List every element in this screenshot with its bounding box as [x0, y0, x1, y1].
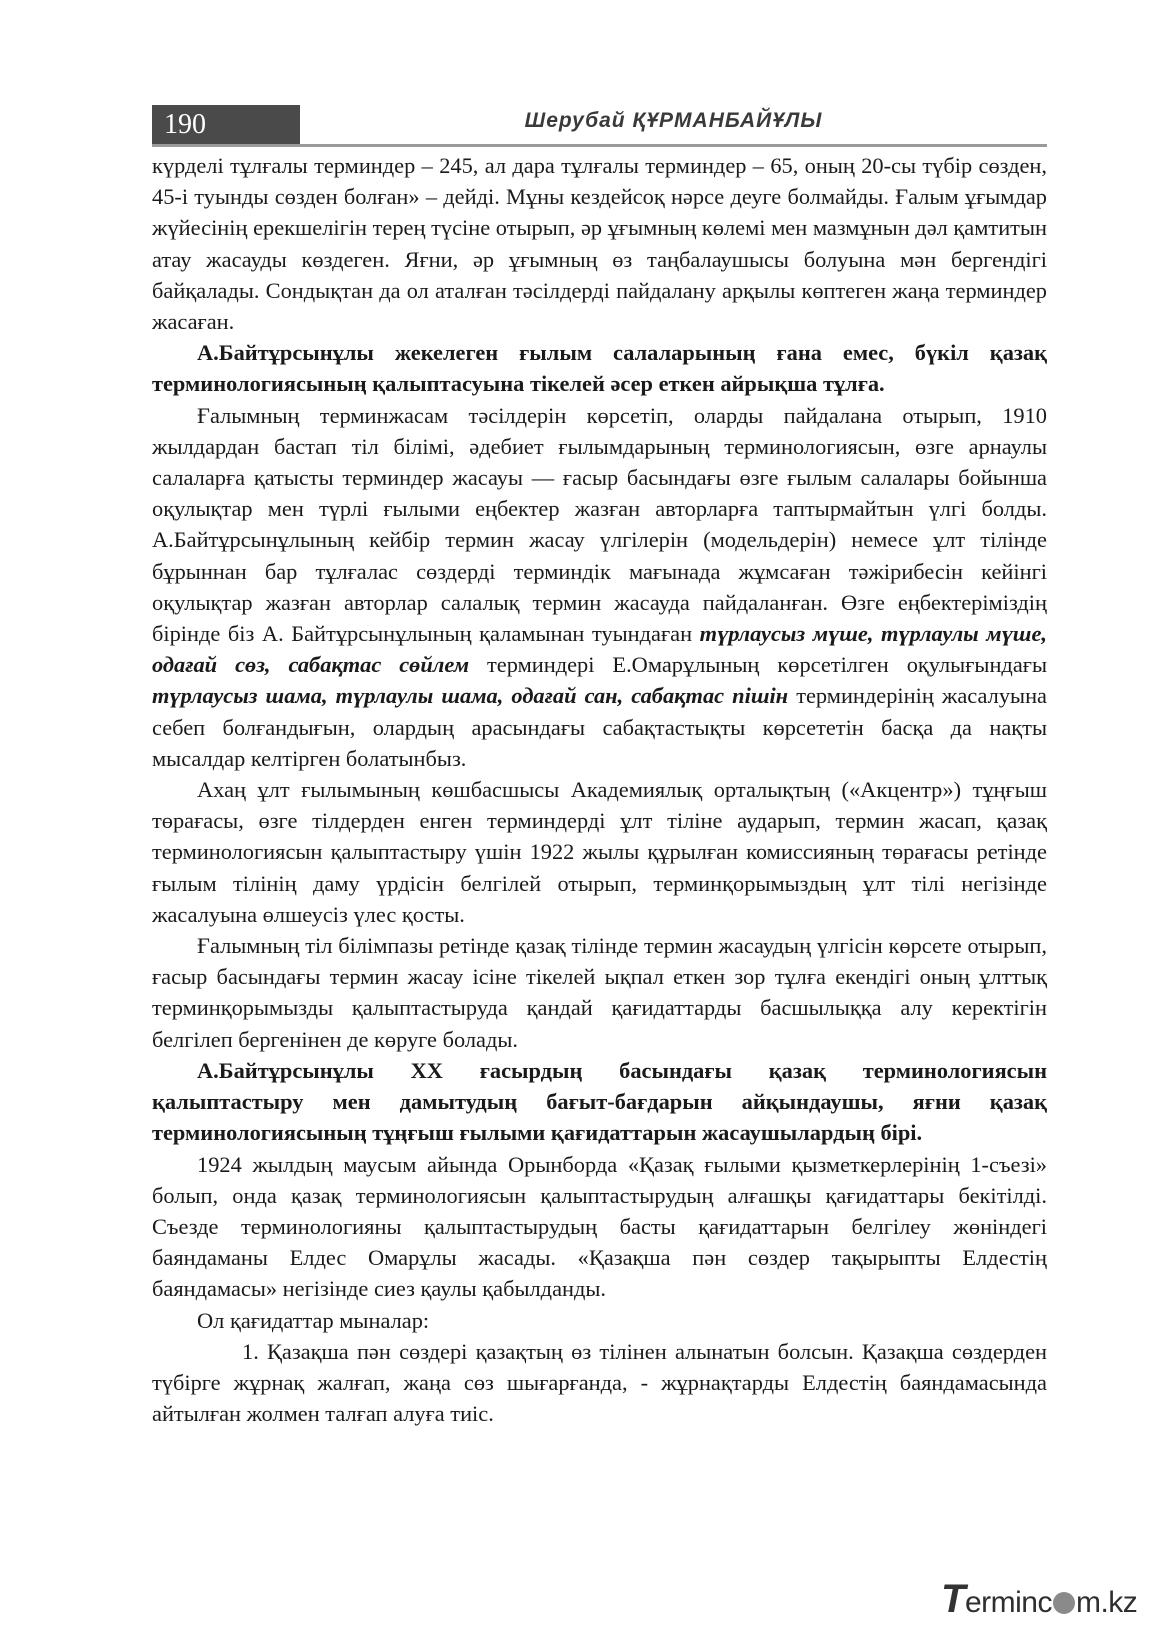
text-run: Ғалымның тіл білімпазы ретінде қазақ тілінде термин жасаудың үлгісін көрсете отырып, ғасыр басындағы термин жасау ісіне тікелей ықпал еткен зор тұлға екендігі оның ұлттық терминқорымызды қалыптастыруда қандай қағидаттарды басшылыққа алу керектігін белгілеп бергенінен де көруге болады. [152, 933, 1047, 1052]
globe-icon [1053, 1592, 1075, 1614]
body-text [152, 150, 1047, 1429]
paragraph [152, 930, 1047, 1055]
paragraph [152, 337, 1047, 399]
page-number: 190 [164, 109, 206, 140]
bold-italic-text-run: түрлаусыз шама, түрлаулы шама, одағай сан, сабақтас пішін [152, 683, 789, 709]
header-rule [152, 144, 1047, 147]
list-item-number: 1. [242, 1338, 259, 1364]
page-header [152, 105, 1047, 145]
text-run: Ол қағидаттар мыналар: [197, 1307, 430, 1333]
paragraph [152, 150, 1047, 337]
paragraph [152, 774, 1047, 930]
watermark-domain: m.kz [1075, 1586, 1138, 1619]
text-run: терминдері Е.Омарұлының көрсетілген оқулығындағы [469, 652, 1047, 678]
text-run: Ахаң ұлт ғылымының көшбасшысы Академиялық орталықтың («Акцентр») тұңғыш төрағасы, өзге тілдерден енген терминдерді ұлт тіліне аударып, термин жасап, қазақ терминологиясын қалыптастыру үшін 1922 жылы құрылған комиссияның төрағасы ретінде ғылым тілінің даму үрдісін белгілей отырып, терминқорымыздың ұлт тілі негізінде жасалуына өлшеусіз үлес қосты. [152, 777, 1047, 927]
paragraph [152, 1149, 1047, 1305]
paragraph [152, 1055, 1047, 1149]
list-item [152, 1336, 1047, 1430]
text-run: терминдерінің жасалуына себеп болғандығын, олардың арасындағы сабақтастықты көрсететін басқа да нақты мысалдар келтірген болатынбыз. [152, 683, 1047, 771]
watermark-logo-letter: T [941, 1577, 965, 1621]
paragraph [152, 1305, 1047, 1336]
bold-italic-text-run: түрлаусыз мүше, түрлаулы мүше, одағай сөз, сабақтас сөйлем [152, 621, 1047, 678]
list-item-text: Қазақша пән сөздері қазақтың өз тілінен алынатын болсын. Қазақша сөздерден түбірге жұрнақ жалғап, жаңа сөз шығарғанда, - жұрнақтарды Елдестің баяндамасында айтылған жолмен талғап алуға тиіс. [152, 1338, 1047, 1427]
running-head-author: Шерубай ҚҰРМАНБАЙҰЛЫ [524, 109, 823, 132]
watermark-text: erminc [964, 1586, 1052, 1619]
paragraph [152, 400, 1047, 774]
bold-text-run: А.Байтұрсынұлы жекелеген ғылым салаларының ғана емес, бүкіл қазақ терминологиясының қалыптасуына тікелей әсер еткен айрықша тұлға. [152, 340, 1047, 397]
text-run: күрделі тұлғалы терминдер – 245, ал дара тұлғалы терминдер – 65, оның 20-сы түбір сөзден, 45-і туынды сөзден болған» – дейді. Мұны кездейсоқ нәрсе деуге болмайды. Ғалым ұғымдар жүйесінің ерекшелігін терең түсіне отырып, әр ұғымның көлемі мен мазмұнын дәл қамтитын атау жасауды көздеген. Яғни, әр ұғымның өз таңбалаушысы болуына мән бергендігі байқалады. Сондықтан да ол аталған тәсілдерді пайдалану арқылы көптеген жаңа терминдер жасаған. [152, 153, 1047, 335]
site-watermark [941, 1577, 1137, 1625]
text-run: Ғалымның терминжасам тәсілдерін көрсетіп, оларды пайдалана отырып, 1910 жылдардан бастап тіл білімі, әдебиет ғылымдарының терминологиясын, өзге арнаулы салаларға қатысты терминдер жасауы — ғасыр басындағы өзге ғылым салалары бойынша оқулықтар мен түрлі ғылыми еңбектер жазған авторларға таптырмайтын үлгі болды. А.Байтұрсынұлының кейбір термин жасау үлгілерін (модельдерін) немесе ұлт тілінде бұрыннан бар тұлғалас сөздерді терминдік мағынада жұмсаған тәжірибесін кейінгі оқулықтар жазған авторлар салалық термин жасауда пайдаланған. Өзге еңбектеріміздің бірінде біз А. Байтұрсынұлының қаламынан туындаған [152, 402, 1047, 647]
text-run: 1924 жылдың маусым айында Орынборда «Қазақ ғылыми қызметкерлерінің 1-съезі» болып, онда қазақ терминологиясын қалыптастырудың алғашқы қағидаттары бекітілді. Съезде терминологияны қалыптастырудың басты қағидаттарын белгілеу жөніндегі баяндаманы Елдес Омарұлы жасады. «Қазақша пән сөздер тақырыпты Елдестің баяндамасы» негізінде сиез қаулы қабылданды. [152, 1151, 1047, 1302]
page-number-box [152, 105, 300, 145]
bold-text-run: А.Байтұрсынұлы XX ғасырдың басындағы қазақ терминологиясын қалыптастыру мен дамытудың бағыт-бағдарын айқындаушы, яғни қазақ терминологиясының тұңғыш ғылыми қағидаттарын жасаушылардың бірі. [152, 1057, 1047, 1146]
